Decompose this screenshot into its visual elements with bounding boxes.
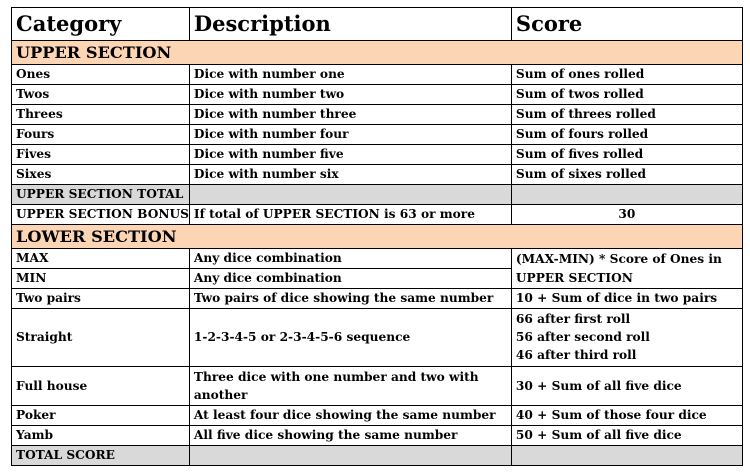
description-cell: [189, 185, 511, 205]
score-line: 46 after third roll: [515, 348, 637, 362]
description-cell: All five dice showing the same number: [189, 426, 511, 446]
score-cell: [511, 446, 742, 466]
lower-section-label: LOWER SECTION: [12, 225, 743, 249]
description-cell: 1-2-3-4-5 or 2-3-4-5-6 sequence: [189, 309, 511, 367]
score-cell: [511, 309, 742, 367]
table-row: [12, 165, 743, 185]
description-cell: Dice with number five: [189, 145, 511, 165]
lower-section-row: [12, 225, 743, 249]
score-cell: Sum of threes rolled: [511, 105, 742, 125]
description-cell: Dice with number six: [189, 165, 511, 185]
score-cell: [511, 185, 742, 205]
score-cell: 50 + Sum of all five dice: [511, 426, 742, 446]
score-cell: Sum of fives rolled: [511, 145, 742, 165]
header-category: Category: [12, 8, 190, 41]
table-row: [12, 289, 743, 309]
description-cell: Dice with number three: [189, 105, 511, 125]
score-cell: 30: [511, 205, 742, 225]
score-line: UPPER SECTION: [515, 270, 633, 285]
score-line: 66 after first roll: [515, 312, 631, 326]
table-row: [12, 249, 743, 269]
table-row: [12, 145, 743, 165]
header-row: [12, 8, 743, 41]
description-cell: [189, 367, 511, 406]
upper-total-row: [12, 185, 743, 205]
upper-section-label: UPPER SECTION: [12, 41, 743, 65]
category-cell: UPPER SECTION TOTAL: [12, 185, 190, 205]
description-cell: Dice with number four: [189, 125, 511, 145]
category-cell: Threes: [12, 105, 190, 125]
category-cell: UPPER SECTION BONUS: [12, 205, 190, 225]
description-cell: Dice with number two: [189, 85, 511, 105]
score-cell: Sum of twos rolled: [511, 85, 742, 105]
score-cell: 40 + Sum of those four dice: [511, 406, 742, 426]
header-score: Score: [511, 8, 742, 41]
description-cell: If total of UPPER SECTION is 63 or more: [189, 205, 511, 225]
upper-section-row: [12, 41, 743, 65]
description-cell: Any dice combination: [189, 249, 511, 269]
description-cell: [189, 446, 511, 466]
category-cell: Fives: [12, 145, 190, 165]
category-cell: Sixes: [12, 165, 190, 185]
category-cell: Poker: [12, 406, 190, 426]
table-row: [12, 125, 743, 145]
score-cell: Sum of ones rolled: [511, 65, 742, 85]
score-line: (MAX-MIN) * Score of Ones in: [515, 251, 722, 266]
table-row: [12, 309, 743, 367]
category-cell: Ones: [12, 65, 190, 85]
score-cell: 30 + Sum of all five dice: [511, 367, 742, 406]
score-cell: [511, 249, 742, 289]
score-cell: 10 + Sum of dice in two pairs: [511, 289, 742, 309]
category-cell: MIN: [12, 269, 190, 289]
table-row: [12, 105, 743, 125]
table-row: [12, 406, 743, 426]
table-row: [12, 426, 743, 446]
category-cell: Two pairs: [12, 289, 190, 309]
category-cell: Fours: [12, 125, 190, 145]
category-cell: Full house: [12, 367, 190, 406]
description-cell: Dice with number one: [189, 65, 511, 85]
category-cell: MAX: [12, 249, 190, 269]
score-cell: Sum of fours rolled: [511, 125, 742, 145]
table-row: [12, 85, 743, 105]
scoring-table: [11, 7, 743, 466]
table-row: [12, 367, 743, 406]
category-cell: Straight: [12, 309, 190, 367]
header-description: Description: [189, 8, 511, 41]
category-cell: Twos: [12, 85, 190, 105]
total-score-row: [12, 446, 743, 466]
category-cell: Yamb: [12, 426, 190, 446]
category-cell: TOTAL SCORE: [12, 446, 190, 466]
description-cell: At least four dice showing the same number: [189, 406, 511, 426]
description-cell: Any dice combination: [189, 269, 511, 289]
description-cell: Two pairs of dice showing the same number: [189, 289, 511, 309]
description-line: Three dice with one number and two with: [193, 370, 479, 384]
table-row: [12, 65, 743, 85]
upper-bonus-row: [12, 205, 743, 225]
score-line: 56 after second roll: [515, 330, 650, 344]
score-cell: Sum of sixes rolled: [511, 165, 742, 185]
description-line: another: [193, 388, 248, 402]
